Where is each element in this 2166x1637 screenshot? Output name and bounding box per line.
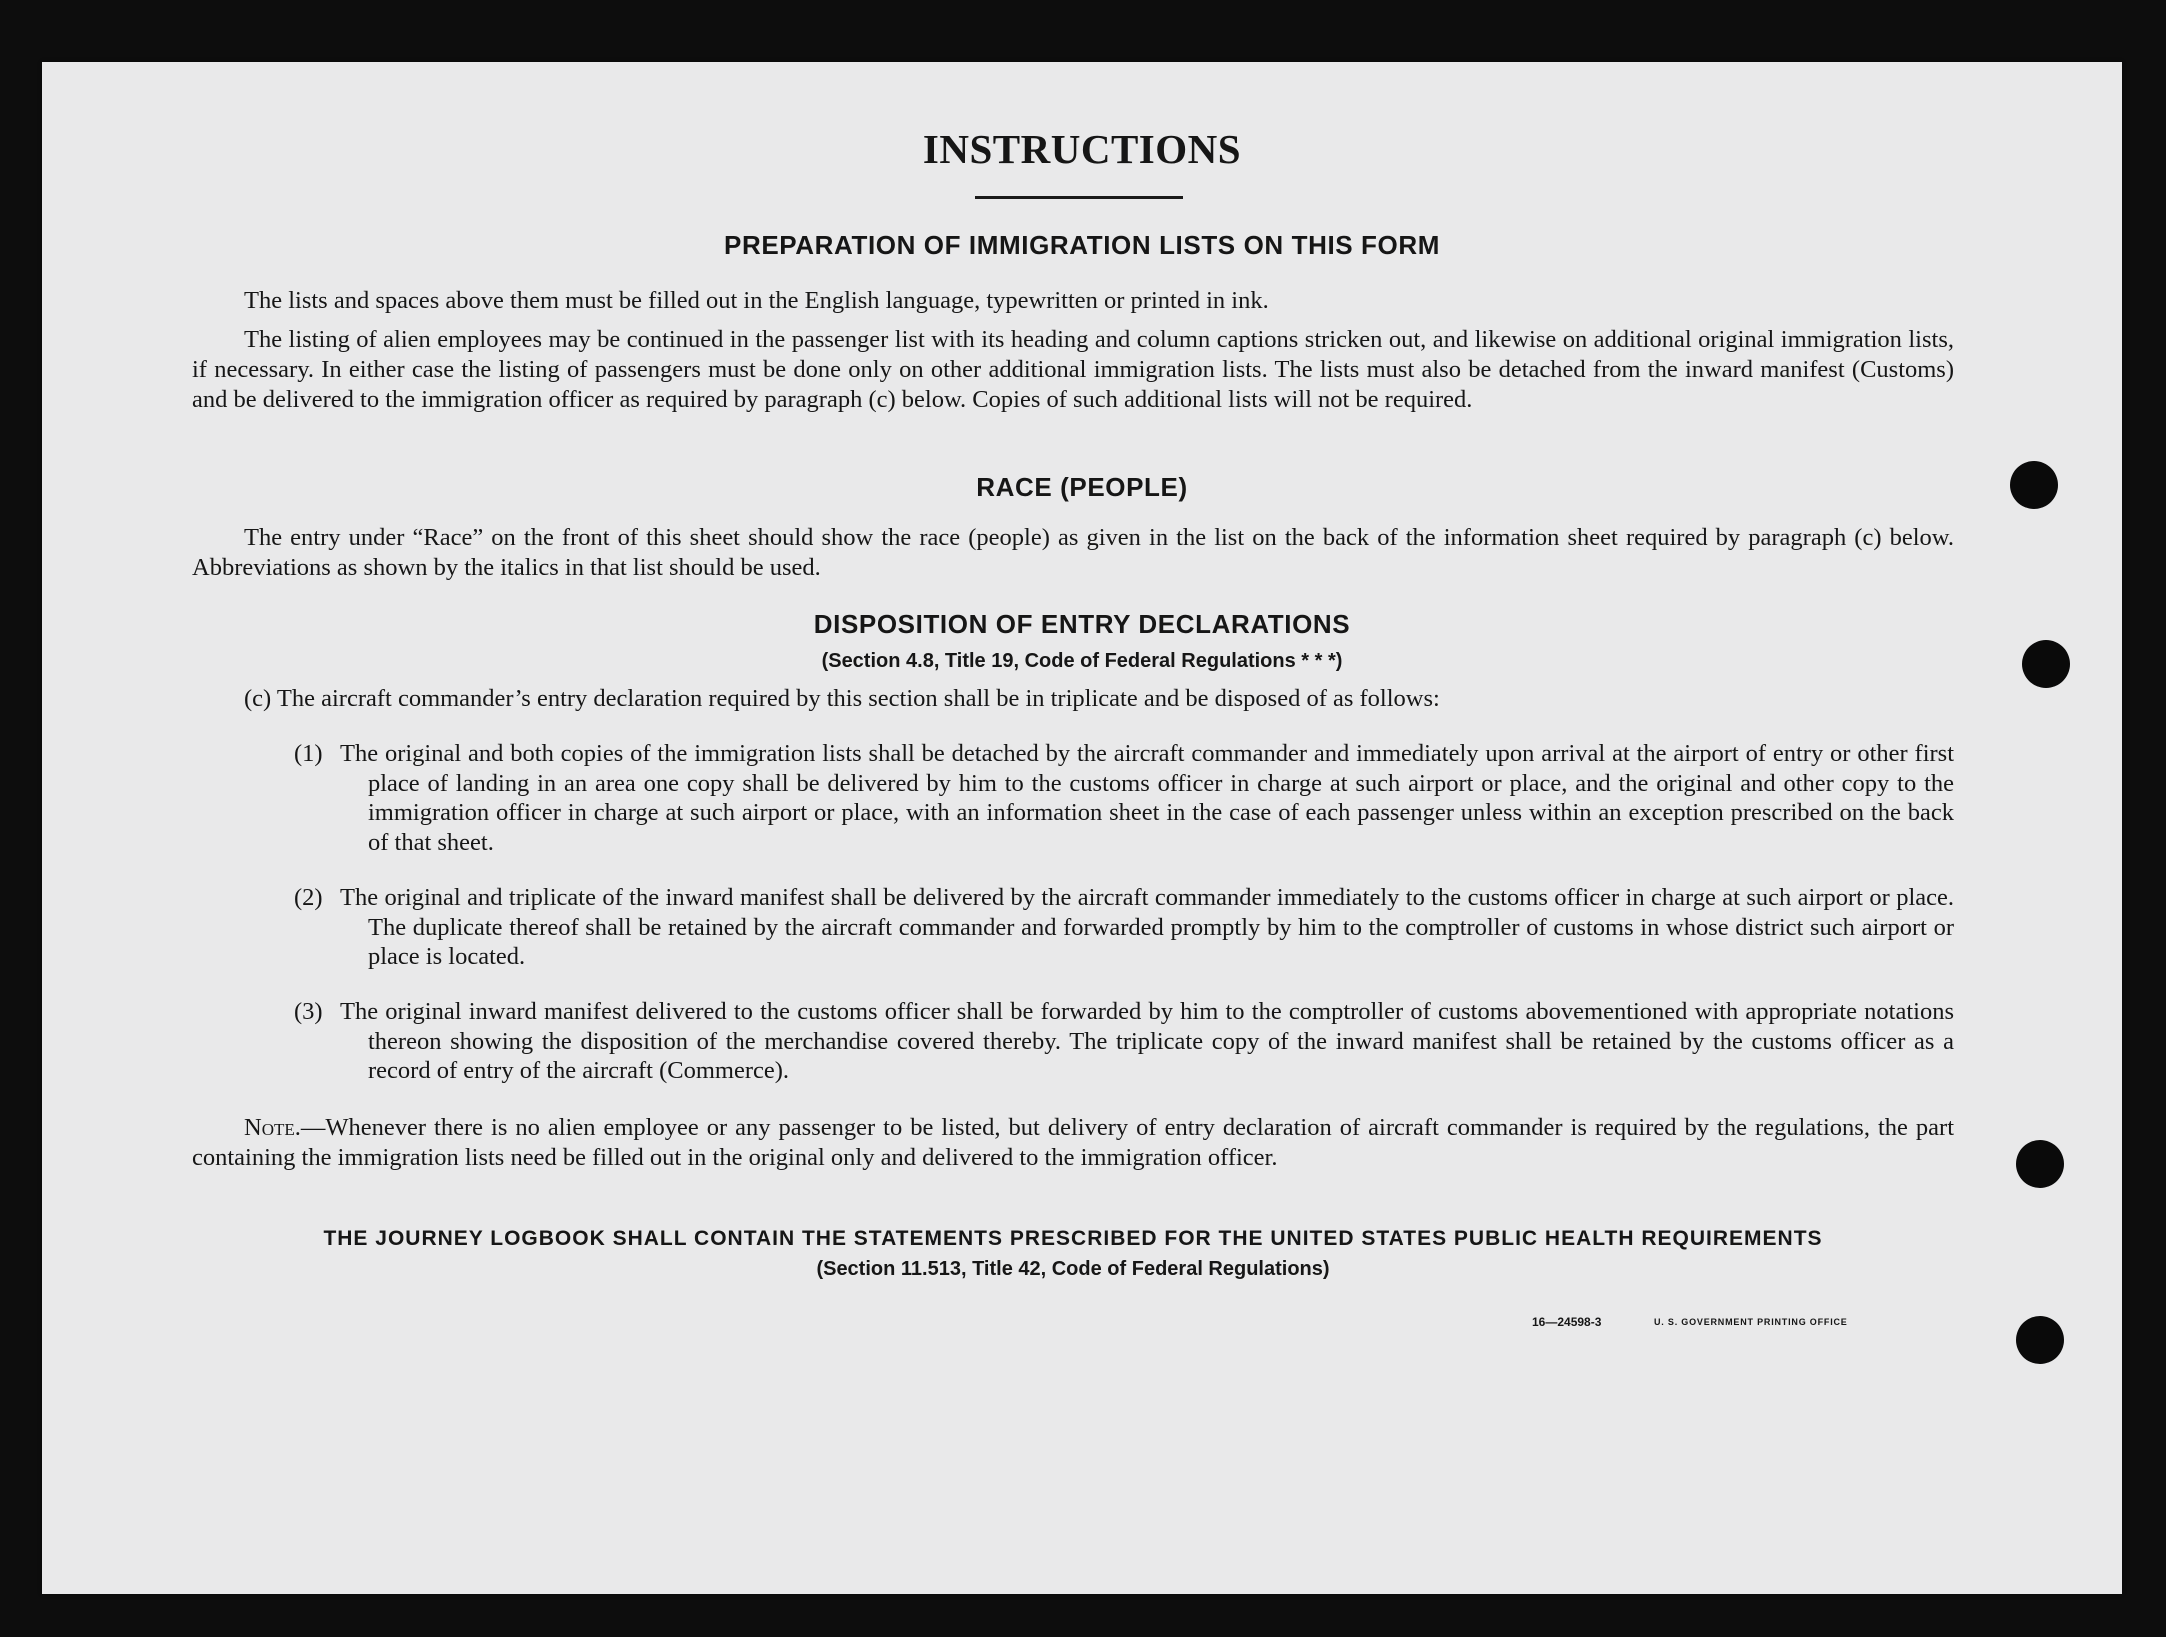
list-item-text: The original inward manifest delivered to the customs officer shall be forwarded by him to the comptroller of customs abovementioned with appropriate notations thereon showing the disposition of the merchandise covered thereby. The triplicate copy of the inward manifest shall be retained by the customs officer as a record of entry of the aircraft (Commerce). [340, 998, 1954, 1084]
title-underline [975, 196, 1183, 199]
paragraph-language [192, 286, 1954, 316]
list-item-number: (2) [294, 884, 323, 911]
paragraph-note [192, 1113, 1954, 1173]
list-item-text: The original and both copies of the immigration lists shall be detached by the aircraft commander and immediately upon arrival at the airport of entry or other first place of landing in an area one copy shall be delivered by him to the customs officer in charge at such airport or place, and the original and other copy to the immigration officer in charge at such airport or place, with an information sheet in the case of each passenger unless within an exception prescribed on the back of that sheet. [340, 740, 1954, 856]
section-heading-race: RACE (PEOPLE) [976, 472, 1188, 502]
printer-imprint: U. S. GOVERNMENT PRINTING OFFICE [1654, 1317, 1848, 1327]
form-number: 16—24598-3 [1532, 1315, 1602, 1329]
intro-label: (c) [244, 685, 272, 712]
list-item-number: (3) [294, 998, 323, 1025]
section-heading-disposition: DISPOSITION OF ENTRY DECLARATIONS [813, 609, 1351, 639]
list-item [294, 997, 1954, 1086]
paragraph-alien-employees-text: The listing of alien employees may be continued in the passenger list with its heading and column captions stricken out, and likewise on additional original immigration lists, if necessary. In either case the listing of passengers must be done only on other additional immigration lists. The lists must also be detached from the inward manifest (Customs) and be delivered to the immigration officer as required by paragraph (c) below. Copies of such additional lists will not be required. [192, 326, 1954, 413]
intro-text: The aircraft commander’s entry declaration required by this section shall be in triplicate and be disposed of as follows: [276, 685, 1440, 712]
paragraph-language-text: The lists and spaces above them must be filled out in the English language, typewritten or printed in ink. [244, 287, 1269, 314]
section-heading-preparation: PREPARATION OF IMMIGRATION LISTS ON THIS FORM [724, 230, 1440, 260]
punch-hole-4 [2016, 1316, 2064, 1364]
list-item-text: The original and triplicate of the inward manifest shall be delivered by the aircraft commander immediately to the customs officer in charge at such airport or place. The duplicate thereof shall be retained by the aircraft commander and forwarded promptly by him to the comptroller of customs in whose district such airport or place is located. [340, 884, 1954, 970]
paragraph-race-text: The entry under “Race” on the front of this sheet should show the race (people) as given in the list on the back of the information sheet required by paragraph (c) below. Abbreviations as shown by the italics in that list should be used. [192, 524, 1954, 581]
health-requirements-citation: (Section 11.513, Title 42, Code of Federal Regulations) [816, 1258, 1330, 1280]
health-requirements-statement: THE JOURNEY LOGBOOK SHALL CONTAIN THE STATEMENTS PRESCRIBED FOR THE UNITED STATES PUBLIC HEALTH REQUIREMENTS [323, 1227, 1823, 1250]
paragraph-intro-c [244, 684, 1954, 714]
punch-hole-3 [2016, 1140, 2064, 1188]
list-item-number: (1) [294, 740, 323, 767]
note-text: —Whenever there is no alien employee or any passenger to be listed, but delivery of entry declaration of aircraft commander is required by the regulations, the part containing the immigration lists need be filled out in the original only and delivered to the immigration officer. [192, 1114, 1954, 1171]
page-title: INSTRUCTIONS [922, 126, 1242, 172]
paragraph-alien-employees [192, 325, 1954, 415]
list-item [294, 883, 1954, 972]
paragraph-race [192, 523, 1954, 583]
list-item [294, 739, 1954, 857]
document-sheet [42, 62, 2122, 1594]
section-subheading-regulation: (Section 4.8, Title 19, Code of Federal Regulations * * *) [821, 650, 1343, 672]
note-lead: Note. [244, 1114, 301, 1141]
